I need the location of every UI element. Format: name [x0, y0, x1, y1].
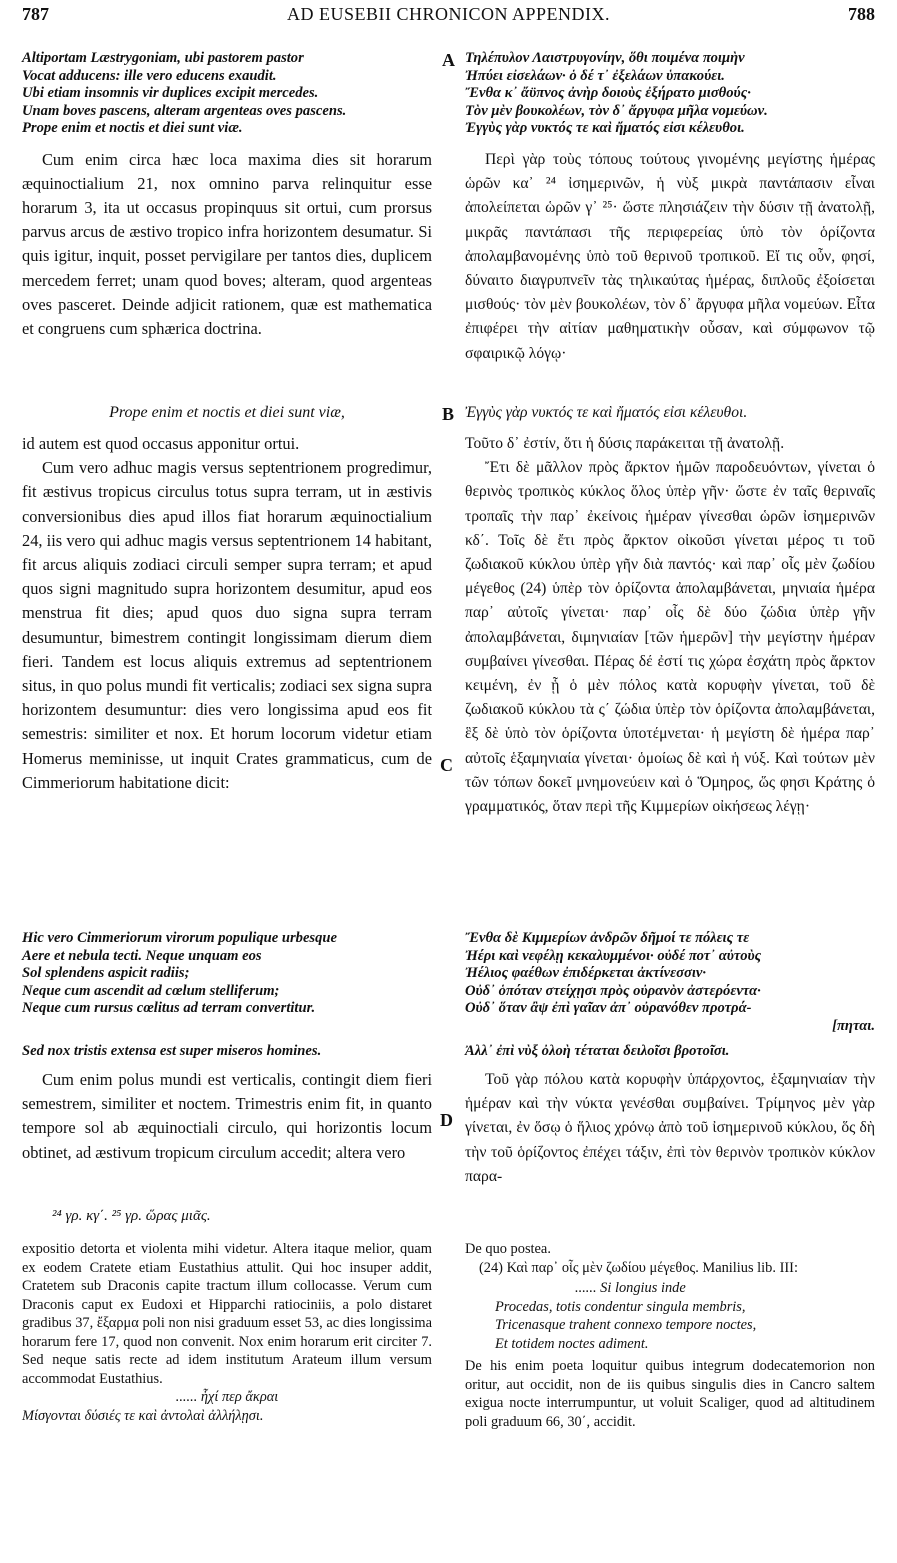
latin-verse-3 [22, 930, 432, 1018]
annotation-left [22, 1240, 432, 1425]
quote-line: Procedas, totis condentur singula membris, [495, 1298, 746, 1315]
paragraph: Τοῦτο δ᾽ ἐστίν, ὅτι ἡ δύσις παράκειται τῇ ἀνατολῇ. [465, 435, 785, 452]
note-paragraph: De his enim poeta loquitur quibus integrum dodecatemorion non oritur, aut occidit, non de iis quibus singulis dies in Cancro saltem exigua nocte interrumpuntur, ut voluit Scaliger, quod ad altitudinem poli graduum 66, 30΄, accidit. [465, 1358, 875, 1430]
footnote-refs: ²⁴ γρ. κγ΄. ²⁵ γρ. ὥρας μιᾶς. [52, 1208, 211, 1224]
quote-line: Μίσγονται δύσιές τε καὶ ἀντολαὶ ἀλλήλῃσι. [22, 1407, 264, 1424]
page-number-left: 787 [22, 4, 49, 24]
verse-line: Unam boves pascens, alteram argenteas oves pascens. [22, 102, 347, 119]
verse-line: Οὐδ᾽ ὁπόταν στείχῃσι πρὸς οὐρανὸν ἀστερόεντα· [465, 982, 761, 999]
section-marker-b: B [442, 404, 455, 424]
latin-verse-2: Prope enim et noctis et diei sunt viæ, [109, 404, 345, 421]
verse-line: Neque cum rursus cœlitus ad terram convertitur. [22, 1000, 316, 1016]
section-marker-a: A [442, 50, 455, 70]
greek-prose-3 [465, 1068, 875, 1189]
latin-prose-3 [22, 1068, 432, 1165]
greek-verse-1 [465, 50, 875, 138]
quote-line: ...... ἧχί περ ἄκραι [175, 1389, 279, 1405]
verse-line: Hic vero Cimmeriorum virorum populique urbesque [22, 930, 338, 946]
paragraph: Cum enim circa hæc loca maxima dies sit horarum æquinoctialium 21, nox omnino parva relinquitur esse horarum 3, ita ut occasus propinquus sit ortui, cum prorsus parvus arcus de æstivo tropico infra horizontem desumatur. Si quis igitur, inquit, posset pervigilare per tantos dies, duplicem mercedem ferret; unam quod boves; alteram, quod argenteas oves pasceret. Deinde adjicit rationem, quæ est mathematica et congruens cum sphærica doctrina. [22, 149, 432, 338]
verse-line: Ἠέρι καὶ νεφέλῃ κεκαλυμμένοι· οὐδέ ποτ᾽ αὐτοὺς [465, 947, 762, 964]
note-paragraph: De quo postea. [465, 1241, 551, 1257]
verse-line: Vocat adducens: ille vero educens exaudit. [22, 67, 277, 84]
latin-verse-4: Sed nox tristis extensa est super miseros homines. [22, 1043, 322, 1059]
paragraph: Cum vero adhuc magis versus septentrionem progredimur, fit æstivus tropicus circulus totus supra terram, ut in æstivis conversionibus dies apud illos fiat horarum æquinoctialium 24, iis vero qui adhuc magis versus septentrionem 14 habitant, fit arcus aliquis zodiaci circuli semper supra terram; et apud quos signi magnitudo supra horizontem desumitur, apud eos menstrua fit dies; apud quos duo signa supra terram desumuntur, bimestrem contingit longissimam dierum diem fieri. Tandem est locus aliquis extremus ad septentrionem situs, in quo polus mundi fit verticalis; zodiaci sex signa supra horizontem desumuntur: dies vero longissima apud eos fit semestris: similiter et nox. Et horum locorum videtur etiam Homerus meminisse, ut inquit Crates grammaticus, cum de Cimmeriorum habitatione dicit: [22, 458, 432, 792]
greek-prose-1 [465, 148, 875, 366]
paragraph: Cum enim polus mundi est verticalis, contingit diem fieri semestrem, similiter et noctem. Trimestris enim fit, in quanto tempore sol ab æquinoctiali circulo, qui horizontis locum obtinet, ad æstivum tropicum circulum accedit; altera vero [22, 1070, 432, 1162]
verse-line-tail: [πηται. [832, 1017, 875, 1034]
greek-verse-4: Ἀλλ᾽ ἐπὶ νὺξ ὀλοὴ τέταται δειλοῖσι βροτοῖσι. [465, 1043, 730, 1059]
greek-verse-3 [465, 930, 875, 1035]
page-header [22, 2, 875, 32]
note-paragraph: (24) Καὶ παρ᾽ οἷς μὲν ζωδίου μέγεθος. Manilius lib. III: [479, 1259, 798, 1276]
paragraph: id autem est quod occasus apponitur ortui. [22, 434, 300, 453]
latin-prose-1 [22, 148, 432, 342]
section-marker-d: D [440, 1110, 453, 1130]
verse-line: Neque cum ascendit ad cœlum stelliferum; [22, 982, 280, 999]
verse-line: Ἔνθα δὲ Κιμμερίων ἀνδρῶν δῆμοί τε πόλεις τε [465, 930, 750, 946]
verse-line: Ἐγγὺς γὰρ νυκτός τε καὶ ἤματός εἰσι κέλευθοι. [465, 120, 745, 136]
latin-verse-1 [22, 50, 432, 138]
quote-line: Et totidem noctes adiment. [495, 1335, 649, 1352]
manilius-quote [495, 1279, 875, 1353]
latin-column [22, 50, 432, 341]
verse-line: Ἠπύει εἰσελάων· ὁ δέ τ᾽ ἐξελάων ὑπακούει. [465, 67, 725, 84]
paragraph: Ἔτι δὲ μᾶλλον πρὸς ἄρκτον ἡμῶν παροδευόντων, γίνεται ὁ θερινὸς τροπικὸς κύκλος ὅλος ὑπὲρ γῆν· ὥστε ἐν ταῖς θεριναῖς τροπαῖς τὴν παρ᾽ ἐκείνοις ἡμέραν γίνεσθαι ὡρῶν ἰσημερινῶν κδ΄. Τοῖς δὲ ἔτι πρὸς ἄρκτον οἰκοῦσι γίνεται μέρος τι τοῦ ζωδιακοῦ κύκλου ὑπὲρ γῆν διὰ παντός· καὶ παρ᾽ οἷς μὲν ζωδίου μέγεθος (24) ὑπὲρ τὸν ὁρίζοντα ἀπολαμβάνεται, μηνιαία ἡμέρα παρ᾽ αὐτοῖς γίνεται· παρ᾽ οἷς δὲ δύο ζώδια ὑπὲρ γῆν ἀπολαμβάνεται, διμηνιαίαν [τῶν ἡμερῶν] τὴν μεγίστην ἡμέραν συμβαίνει γίνεσθαι. Πέρας δέ ἐστί τις χώρα ἐσχάτη πρὸς ἄρκτον κειμένη, ἐν ᾗ ὁ μὲν πόλος κατὰ κορυφὴν γίνεται, τοῦ δὲ ζωδιακοῦ κύκλου τὰ ς΄ ζώδια ὑπὲρ τὸν ὁρίζοντα ἀπολαμβάνεται, ἓξ δὲ ὑπὸ τὸν ὁρίζοντα ὑποτέμνεται· ἡ μεγίστη δὲ ἡμέρα παρ᾽ αὐτοῖς ἑξαμηνιαία γίνεται· ὁμοίως δὲ καὶ ἡ νύξ. Καὶ τούτων μὲν τῶν τόπων δοκεῖ μνημονεύειν καὶ ὁ Ὅμηρος, ὥς φησι Κράτης ὁ γραμματικός, ὅταν περὶ τῆς Κιμμερίων οἰκήσεως λέγῃ· [465, 459, 875, 816]
verse-line: Prope enim et noctis et diei sunt viæ. [22, 120, 243, 136]
greek-verse-2: Ἐγγὺς γὰρ νυκτός τε καὶ ἤματός εἰσι κέλευθοι. [465, 404, 748, 421]
verse-line: Sol splendens aspicit radiis; [22, 965, 190, 981]
verse-line: Aere et nebula tecti. Neque unquam eos [22, 947, 262, 964]
section-marker-c: C [440, 755, 453, 775]
running-title: AD EUSEBII CHRONICON APPENDIX. [286, 4, 610, 24]
verse-line: Ἠέλιος φαέθων ἐπιδέρκεται ἀκτίνεσσιν· [465, 965, 707, 981]
quote-line: Tricenasque trahent connexo tempore noctes, [495, 1317, 757, 1333]
note-paragraph: expositio detorta et violenta mihi videtur. Altera itaque melior, quam ex eodem Cratete etiam Eustathius attulit. Qui hoc insuper addit, Cratetem sub Draconis capite tractum illum collocasse. Verum cum Draconis caput ex Eudoxi et Hipparchi ratiociniis, a polo distaret gradibus 37, ἔξαρμα poli non nisi graduum esset 53, ac dies longissima horarum fere 17, quod non convenit. Nox enim horarum erit circiter 7. Sed neque satis recte ad idem institutum Arateum illum versum accommodat Eustathius. [22, 1241, 432, 1387]
verse-line: Ubi etiam insomnis vir duplices excipit mercedes. [22, 85, 319, 101]
verse-line: Τηλέπυλον Λαιστρυγονίην, ὅθι ποιμένα ποιμὴν [465, 50, 745, 66]
paragraph: Περὶ γὰρ τοὺς τόπους τούτους γινομένης μεγίστης ἡμέρας ὡρῶν κα᾽ ²⁴ ἰσημερινῶν, ἡ νὺξ μικρὰ παντάπασιν εἶναι ἀπολείπεται ὡρῶν γ᾽ ²⁵· ὥστε πλησιάζειν τὴν δύσιν τῇ ἀνατολῇ, μικρᾶς παντάπασι τῆς περιφερείας ὑπὸ τὸν ὁρίζοντα ἀπολαμβανομένης ὑπὸ τοῦ θερινοῦ τροπικοῦ. Εἴ τις οὖν, φησί, δύναιτο διαγρυπνεῖν τὰς τηλικαύτας ἡμέρας, διπλοῦς ἐξοίσεται μισθούς· τὸν μὲν βουκολέων, τὸν δ᾽ ἄργυφα μῆλα νομεύων. Εἶτα ἐπιφέρει τὴν αἰτίαν μαθηματικὴν οὖσαν, καὶ σύμφωνον τῷ σφαιρικῷ λόγῳ· [465, 151, 875, 362]
greek-prose-2 [465, 432, 875, 819]
verse-line: Altiportam Læstrygoniam, ubi pastorem pastor [22, 50, 304, 66]
latin-prose-2 [22, 432, 432, 795]
verse-line: Ἔνθα κ᾽ ἄϋπνος ἀνὴρ δοιοὺς ἐξήρατο μισθούς· [465, 85, 751, 101]
quote-line: ...... Si longius inde [575, 1280, 686, 1296]
paragraph: Τοῦ γὰρ πόλου κατὰ κορυφὴν ὑπάρχοντος, ἑξαμηνιαίαν τὴν ἡμέραν καὶ τὴν νύκτα γενέσθαι συμβαίνει. Τρίμηνος μὲν γὰρ γίνεται, ἐν ὅσῳ ὁ ἥλιος χρόνῳ ἀπὸ τοῦ ἰσημερινοῦ κύκλου, ὅς δὴ τὴν τοῦ ὁρίζοντος ἐπέχει τάξιν, ἐπὶ τὸν θερινὸν τροπικὸν κύκλον παρα- [465, 1071, 875, 1185]
verse-line: Οὐδ᾽ ὅταν ἂψ ἐπὶ γαῖαν ἀπ᾽ οὐρανόθεν προτρά- [465, 1000, 752, 1016]
verse-line: Τὸν μὲν βουκολέων, τὸν δ᾽ ἄργυφα μῆλα νομεύων. [465, 102, 768, 119]
annotation-right [465, 1240, 875, 1431]
page-number-right: 788 [848, 4, 875, 24]
